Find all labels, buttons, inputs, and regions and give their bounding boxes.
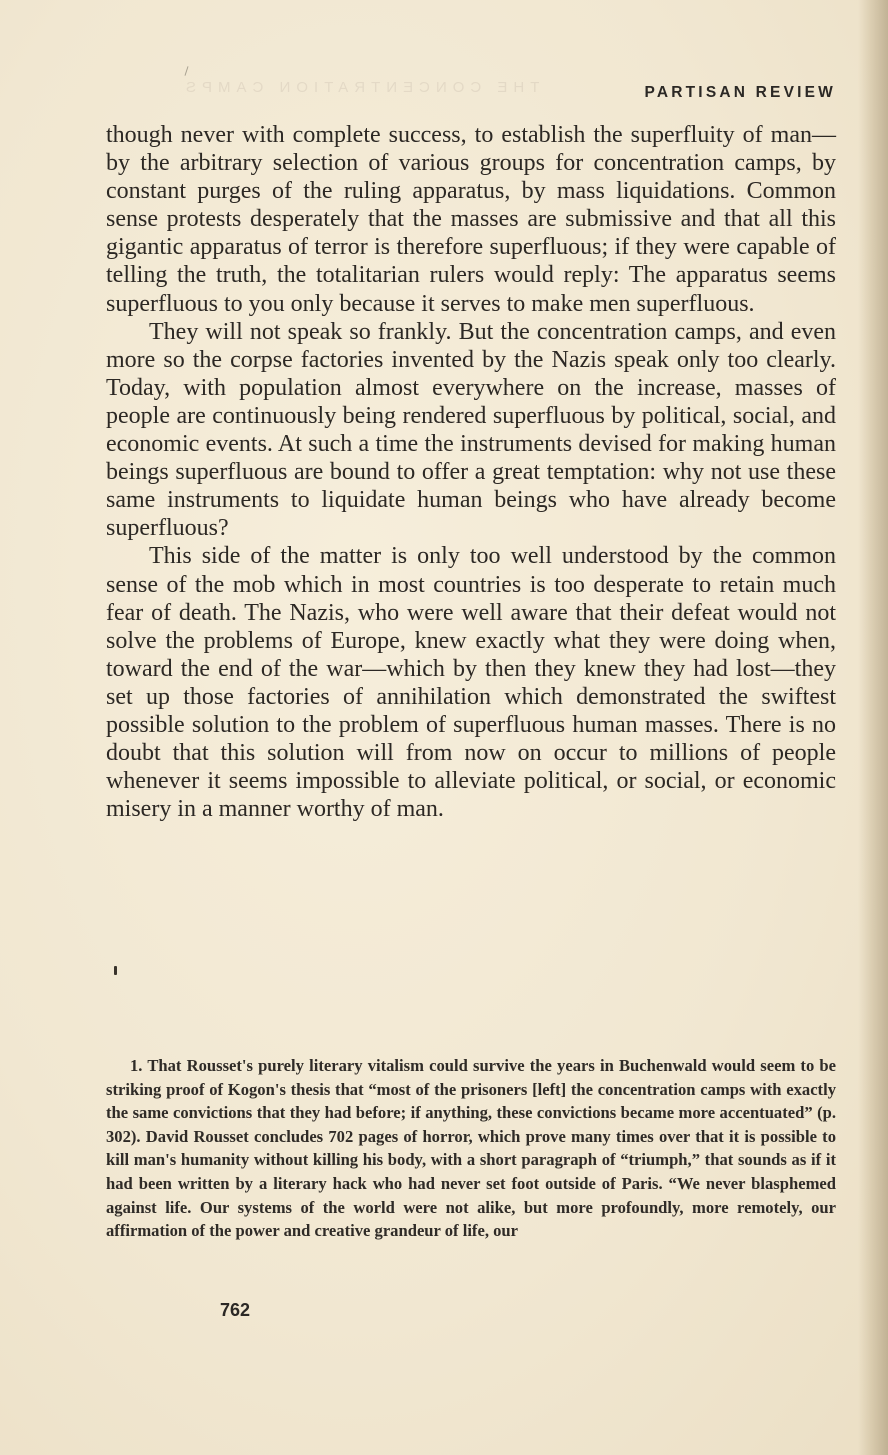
bleed-through-running-head: THE CONCENTRATION CAMPS <box>180 79 540 96</box>
body-paragraph: though never with complete success, to establish the superfluity of man—by the arbitrary selection of various groups for concentration camps, by constant purges of the ruling apparatus, by mass liquidations. Common sense protests desperately that the masses are submissive and that all this gigantic apparatus of terror is therefore superfluous; if they were capable of telling the truth, the totalitarian rulers would reply: The apparatus seems superfluous to you only because it serves to make men superfluous. <box>106 122 836 317</box>
page-number: 762 <box>220 1300 251 1320</box>
scan-speck <box>114 966 117 975</box>
body-text <box>106 121 836 823</box>
running-head: PARTISAN REVIEW <box>644 84 836 101</box>
footnote <box>106 1054 836 1243</box>
footnote-text: That Rousset's purely literary vitalism could survive the years in Buchenwald would seem to be striking proof of Kogon's thesis that “most of the prisoners [left] the concentration camps with exactly the same convictions that they had before; if anything, these convictions became more accentuated” (p. 302). David Rousset concludes 702 pages of horror, which prove many times over that it is possible to kill man's humanity without killing his body, with a short paragraph of “triumph,” that sounds as if it had been written by a literary hack who had never set foot outside of Paris. “We never blasphemed against life. Our systems of the world were not alike, but more profoundly, more remotely, our affirmation of the power and creative grandeur of life, our <box>106 1056 836 1241</box>
footnote-number: 1. <box>130 1056 143 1075</box>
scan-speck <box>184 66 188 76</box>
body-paragraph: They will not speak so frankly. But the concentration camps, and even more so the corpse factories invented by the Nazis speak only too clearly. Today, with population almost everywhere on the increase, masses of people are continuously being rendered superfluous by political, social, and economic events. At such a time the instruments devised for making human beings superfluous are bound to offer a great temptation: why not use these same instruments to liquidate human beings who have already become superfluous? <box>106 318 836 542</box>
body-paragraph: This side of the matter is only too well understood by the common sense of the mob which in most countries is too desperate to retain much fear of death. The Nazis, who were well aware that their defeat would not solve the problems of Europe, knew exactly what they were doing when, toward the end of the war—which by then they knew they had lost—they set up those factories of annihilation which demonstrated the swiftest possible solution to the problem of superfluous human masses. There is no doubt that this solution will from now on occur to millions of people whenever it seems impossible to alleviate political, or social, or economic misery in a manner worthy of man. <box>106 543 836 823</box>
